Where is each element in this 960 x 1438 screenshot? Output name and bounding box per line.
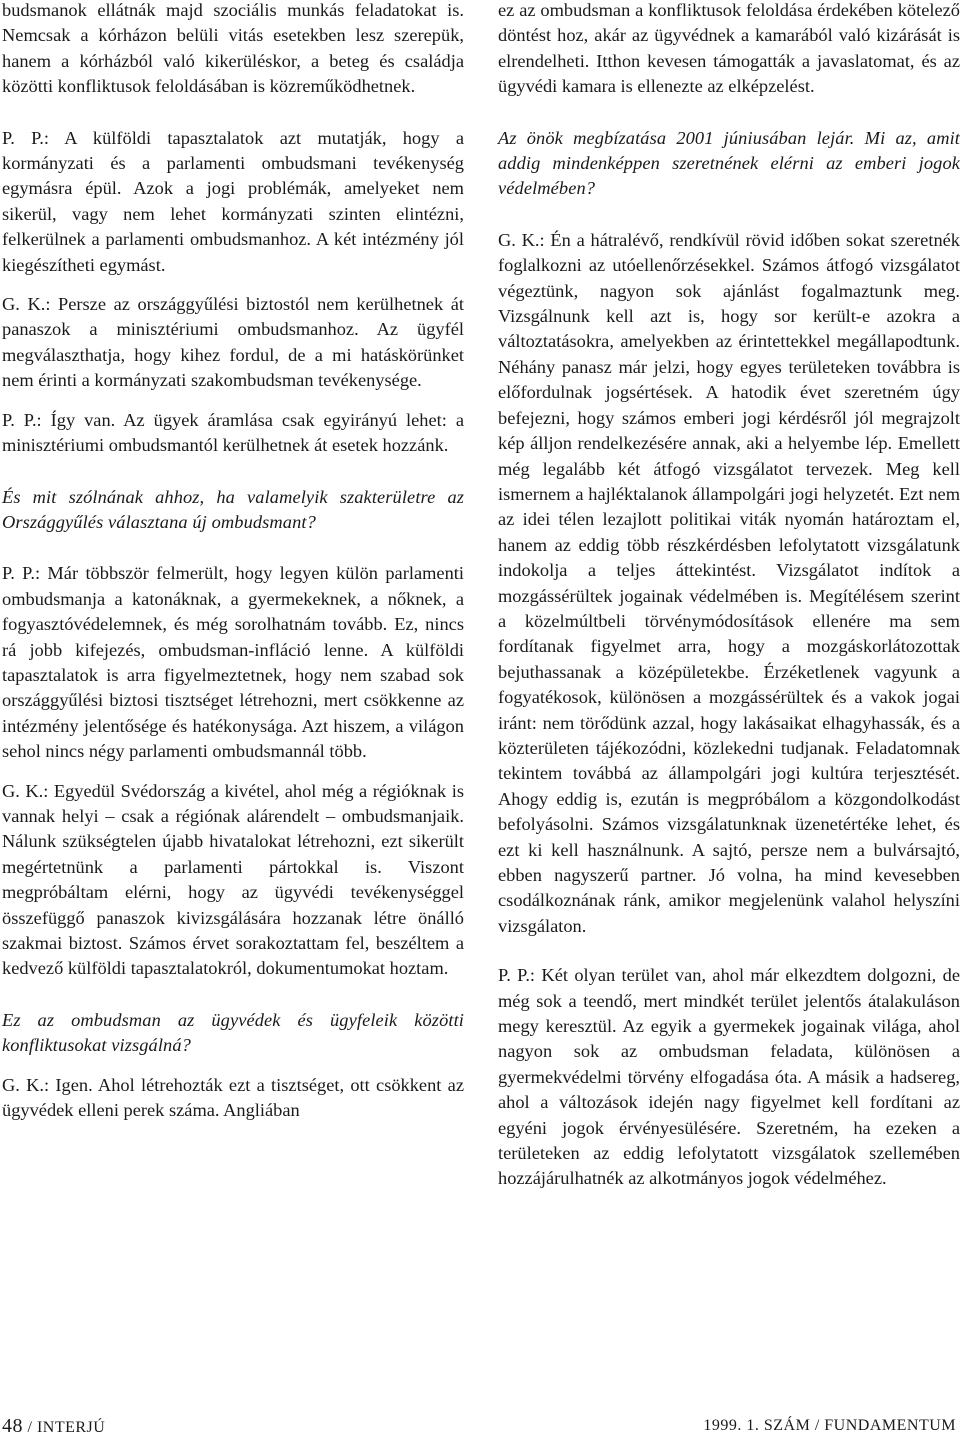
paragraph: budsmanok ellátnák majd szociális munkás feladatokat is. Nemcsak a kórházon belüli vitás esetekben lesz szerepük, hanem a kórházból való kikerüléskor, a beteg és családja közötti konfliktusok feloldásában is közreműködhetnek. xyxy=(2,0,464,97)
issue-label: 1999. 1. SZÁM / FUNDAMENTUM xyxy=(703,1417,956,1434)
right-column xyxy=(498,0,960,1206)
section-label: / INTERJÚ xyxy=(27,1419,106,1436)
paragraph: P. P.: Már többször felmerült, hogy legyen külön parlamenti ombudsmanja a katonáknak, a gyermekeknek, a nőknek, a fogyasztóvédelemnek, és még sorolhatnám tovább. Ez, nincs rá jobb kifejezés, ombudsman-infláció lenne. A külföldi tapasztalatok is arra figyelmeztetnek, hogy nem szabad sok országgyűlési biztosi tisztséget létrehozni, mert csökkenne az intézmény jelentősége és hatékonysága. Azt hiszem, a világon sehol nincs négy parlamenti ombudsmannál több. xyxy=(2,563,464,762)
paragraph: G. K.: Persze az országgyűlési biztostól nem kerülhetnek át panaszok a minisztériumi ombudsmanhoz. Az ügyfél megválaszthatja, hogy kihez fordul, de a mi hatáskörünket nem érinti a kormányzati szakombudsman tevékenysége. xyxy=(2,294,464,391)
paragraph: G. K.: Egyedül Svédország a kivétel, ahol még a régióknak is vannak helyi – csak a régiónak alárendelt – ombudsmanjaik. Nálunk szükségtelen újabb hivatalokat létrehozni, ezt sikerült megértetnünk a parlamenti pártokkal is. Viszont megpróbáltam elérni, hogy az ügyvédi tevékenységgel összefüggő panaszok kivizsgálására hozzanak létre önálló szakmai biztost. Számos érvet sorakoztattam fel, beszéltem a kedvező külföldi tapasztalatokról, dokumentumokat hoztam. xyxy=(2,780,464,979)
interview-question: Ez az ombudsman az ügyvédek és ügyfeleik közötti konfliktusokat vizsgálná? xyxy=(2,1009,464,1056)
paragraph: P. P.: Így van. Az ügyek áramlása csak egyirányú lehet: a minisztériumi ombudsmantól kerülhetnek át esetek hozzánk. xyxy=(2,409,464,456)
interview-question: Az önök megbízatása 2001 júniusában lejár. Mi az, amit addig mindenképpen szeretnének elérni az emberi jogok védelmében? xyxy=(498,127,960,199)
paragraph: G. K.: Én a hátralévő, rendkívül rövid időben sokat szeretnék foglalkozni az utóellenőrzésekkel. Számos átfogó vizsgálatot végeztünk, nagyon sok ajánlást fogalmaztunk meg. Vizsgálnunk kell azt is, hogy sor került-e azokra a változtatásokra, amelyekben az érintettekkel megállapodtunk. Néhány panasz már jelzi, hogy egyes területeken továbbra is előfordulnak jogsértések. A hatodik évet szeretném úgy befejezni, hogy számos emberi jogi kérdésről jól megrajzolt kép álljon rendelkezésére annak, aki a helyembe lép. Emellett még legalább két átfogó vizsgálatot tervezek. Meg kell ismernem a hajléktalanok állampolgári jogi helyzetét. Ezt nem az idei télen lezajlott politikai viták nyomán határoztam el, hanem az eddig több részkérdésben lefolytatott vizsgálatunk indokolja a teljes áttekintést. Vizsgálatot indítok a mozgássérültek jogainak védelmében is. Megítélésem szerint a közelmúltbeli törvénymódosítások ellenére ma sem fordítanak figyelmet arra, hogy a mozgáskorlátozottak bejuthassanak a középületekbe. Érzéketlenek vagyunk a fogyatékosok, különösen a mozgássérültek és a vakok jogai iránt: nem törődünk azzal, hogy lakásaikat elhagyhassák, és a közterületen tájékozódni, közlekedni tudjanak. Feladatomnak tekintem továbbá az állampolgári jogi kultúra terjesztését. Ahogy eddig is, ezután is megpróbálom a közgondolkodást befolyásolni. Számos vizsgálatunknak üzenetértéke lehet, és ezt ki kell használnunk. A sajtó, persze nem a bulvársajtó, ebben nagyszerű partner. Jó volna, ha mind kevesebben csodálkoznának ránk, amikor megjelenünk valahol helyszíni vizsgálaton. xyxy=(498,229,960,936)
paragraph: P. P.: Két olyan terület van, ahol már elkezdtem dolgozni, de még sok a teendő, mert mindkét terület jelentős átalakuláson megy keresztül. Az egyik a gyermekek jogainak világa, ahol nagyon sok az ombudsman feladata, különösen a gyermekvédelmi törvény elfogadása óta. A másik a hadsereg, ahol a változások idején nagy figyelmet kell fordítani az egyéni jogok érvényesülésére. Szeretném, ha ezeken a területeken az eddig lefolytatott vizsgálatok szellemében hozzájárulhatnék az alkotmányos jogok védelméhez. xyxy=(498,965,960,1189)
paragraph: G. K.: Igen. Ahol létrehozták ezt a tisztséget, ott csökkent az ügyvédek elleni perek száma. Angliában xyxy=(2,1074,464,1121)
page-footer-right xyxy=(703,1416,956,1436)
paragraph: ez az ombudsman a konfliktusok feloldása érdekében kötelező döntést hoz, akár az ügyvédnek a kamarából való kizárását is elrendelheti. Itthon kevesen támogatták a javaslatomat, és az ügyvédi kamara is ellenezte az elképzelést. xyxy=(498,0,960,97)
page-footer-left xyxy=(2,1416,105,1438)
paragraph: P. P.: A külföldi tapasztalatok azt mutatják, hogy a kormányzati és a parlamenti ombudsmani tevékenység egymásra épül. Azok a jogi problémák, amelyeket nem sikerül, vagy nem lehet kormányzati szinten elintézni, felkerülnek a parlamenti ombudsmanhoz. A két intézmény jól kiegészítheti egymást. xyxy=(2,127,464,275)
left-column xyxy=(2,0,464,1137)
page-number: 48 xyxy=(2,1415,23,1437)
interview-question: És mit szólnának ahhoz, ha valamelyik szakterületre az Országgyűlés választana új ombudsmant? xyxy=(2,486,464,532)
